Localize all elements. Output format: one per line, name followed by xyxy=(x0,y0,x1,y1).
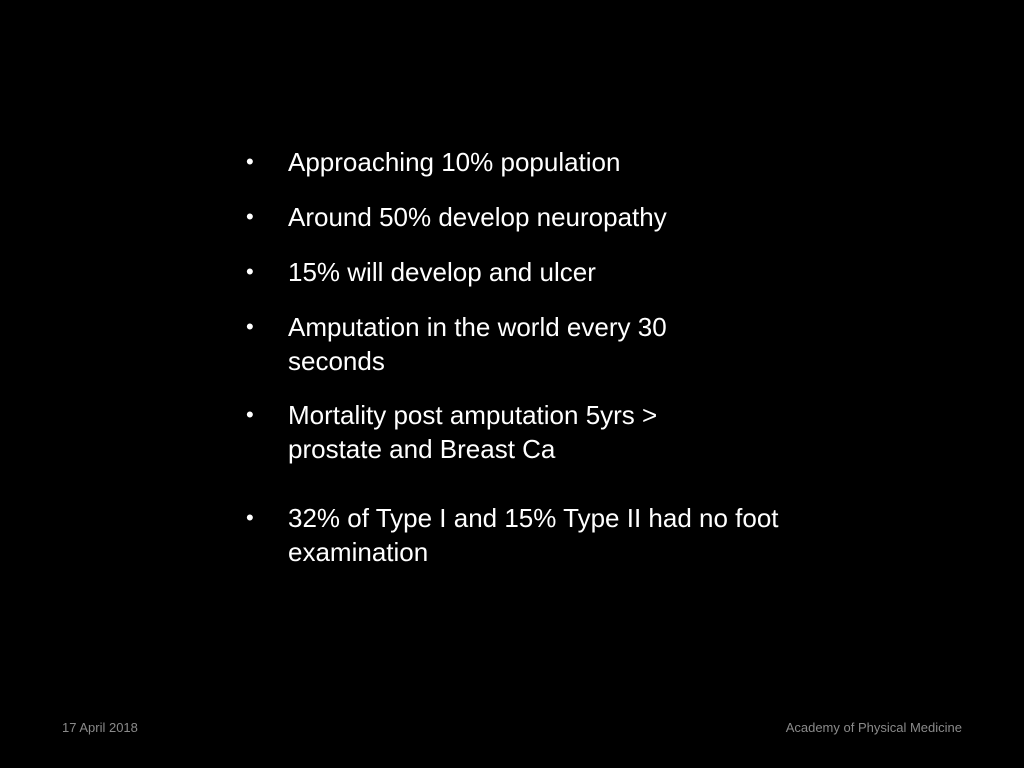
bullet-text: 15% will develop and ulcer xyxy=(288,257,596,287)
bullet-text: Amputation in the world every 30 seconds xyxy=(288,312,667,376)
bullet-item-5 xyxy=(246,398,716,466)
bullet-dot: • xyxy=(246,259,254,284)
bullet-text: Around 50% develop neuropathy xyxy=(288,202,667,232)
bullet-dot: • xyxy=(246,149,254,174)
footer-date: 17 April 2018 xyxy=(62,720,138,735)
bullet-dot: • xyxy=(246,402,254,427)
bullet-item-4 xyxy=(246,310,716,378)
bullet-dot: • xyxy=(246,505,254,530)
footer-organization: Academy of Physical Medicine xyxy=(785,720,962,735)
bullet-item-6 xyxy=(246,501,786,569)
bullet-item-1 xyxy=(246,145,806,179)
bullet-item-2 xyxy=(246,200,806,234)
bullet-text: Approaching 10% population xyxy=(288,147,621,177)
bullet-text: 32% of Type I and 15% Type II had no foot examination xyxy=(288,503,779,567)
bullet-text: Mortality post amputation 5yrs > prostate and Breast Ca xyxy=(288,400,658,464)
bullet-dot: • xyxy=(246,204,254,229)
bullet-item-3 xyxy=(246,255,806,289)
bullet-dot: • xyxy=(246,314,254,339)
